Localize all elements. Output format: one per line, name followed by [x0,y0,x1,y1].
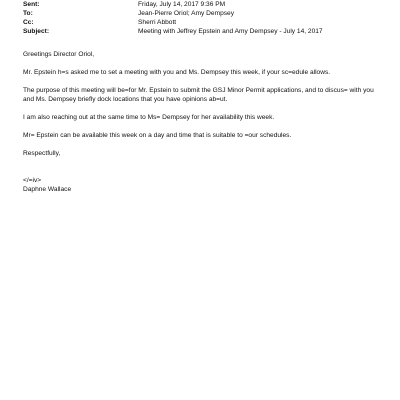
body-paragraph-2: The purpose of this meeting will be=for Mr. Epstein to submit the GSJ Minor Permit applications, and to discus= with you and Ms. Dempsey briefly dock locations that you have opinions ab=ut. [23,87,374,103]
to-row [23,9,393,18]
body-paragraph-1: Mr. Epstein h=s asked me to set a meeting with you and Ms. Dempsey this week, if your sc=edule allows. [23,69,331,76]
sent-value: Friday, July 14, 2017 9:36 PM [138,1,226,8]
body-paragraph-3: I am also reaching out at the same time to Ms= Dempsey for her availability this week. [23,114,275,121]
body-paragraph-4: Mr= Epstein can be available this week on a day and time that is suitable to =our schedules. [23,132,292,139]
to-label: To: [23,10,33,17]
signature: Daphne Wallace [23,186,72,193]
cc-value: Sherri Abbott [138,19,177,26]
subject-value: Meeting with Jeffrey Epstein and Amy Dempsey - July 14, 2017 [138,28,323,35]
sent-label: Sent: [23,1,40,8]
subject-label: Subject: [23,28,50,35]
email-header [23,0,393,36]
cc-label: Cc: [23,19,34,26]
cc-row [23,18,393,27]
sent-row [23,0,393,9]
closing: Respectfully, [23,150,61,157]
markup-fragment: </=iv> [23,177,42,184]
greeting: Greetings Director Oriol, [23,51,95,58]
subject-row [23,27,393,36]
email-body [23,50,383,194]
to-value: Jean-Pierre Oriol; Amy Dempsey [138,10,235,17]
